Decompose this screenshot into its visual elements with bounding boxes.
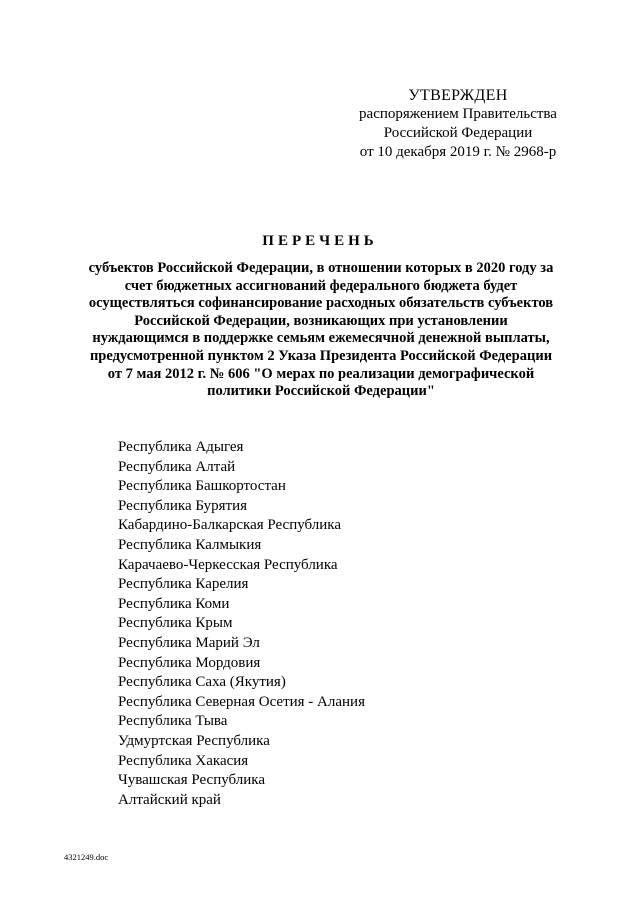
subtitle-line: предусмотренной пунктом 2 Указа Президента Российской Федерации bbox=[89, 347, 553, 364]
document-title: ПЕРЕЧЕНЬ bbox=[262, 233, 378, 249]
document-subtitle bbox=[75, 260, 567, 401]
region-item: Республика Калмыкия bbox=[118, 536, 262, 553]
subtitle-line: счет бюджетных ассигнований федерального бюджета будет bbox=[124, 277, 518, 294]
region-item: Республика Алтай bbox=[118, 458, 236, 475]
approval-country: Российской Федерации bbox=[383, 125, 533, 141]
region-item: Кабардино-Балкарская Республика bbox=[118, 517, 342, 534]
region-item: Чувашская Республика bbox=[118, 772, 266, 789]
region-item: Республика Мордовия bbox=[118, 654, 261, 671]
region-item: Республика Бурятия bbox=[118, 497, 248, 514]
region-item: Карачаево-Черкесская Республика bbox=[118, 556, 338, 573]
region-item: Республика Хакасия bbox=[118, 752, 249, 769]
region-item: Республика Марий Эл bbox=[118, 634, 260, 651]
footer-filename: 4321249.doc bbox=[64, 852, 109, 862]
approval-authority: распоряжением Правительства bbox=[359, 106, 557, 122]
region-item: Республика Карелия bbox=[118, 576, 249, 593]
region-item: Республика Башкортостан bbox=[118, 478, 286, 495]
region-item: Республика Адыгея bbox=[118, 439, 244, 455]
subtitle-line: субъектов Российской Федерации, в отношении которых в 2020 году за bbox=[88, 260, 554, 276]
approval-block bbox=[340, 86, 576, 162]
approval-date-number: от 10 декабря 2019 г. № 2968-р bbox=[359, 144, 557, 160]
region-item: Республика Крым bbox=[118, 615, 233, 632]
region-item: Республика Тыва bbox=[118, 713, 228, 730]
regions-list bbox=[118, 438, 365, 810]
region-item: Республика Коми bbox=[118, 595, 230, 612]
subtitle-line: осуществляться софинансирование расходных обязательств субъектов bbox=[88, 295, 554, 312]
subtitle-line: от 7 мая 2012 г. № 606 "О мерах по реализации демографической bbox=[107, 365, 535, 382]
subtitle-line: политики Российской Федерации" bbox=[207, 383, 435, 400]
subtitle-line: Российской Федерации, возникающих при установлении bbox=[134, 312, 508, 329]
approval-stamp: УТВЕРЖДЕН bbox=[408, 87, 508, 104]
region-item: Республика Северная Осетия - Алания bbox=[118, 693, 365, 710]
region-item: Алтайский край bbox=[118, 791, 221, 808]
region-item: Удмуртская Республика bbox=[118, 732, 270, 749]
subtitle-line: нуждающимся в поддержке семьям ежемесячной денежной выплаты, bbox=[92, 330, 550, 347]
region-item: Республика Саха (Якутия) bbox=[118, 674, 286, 691]
